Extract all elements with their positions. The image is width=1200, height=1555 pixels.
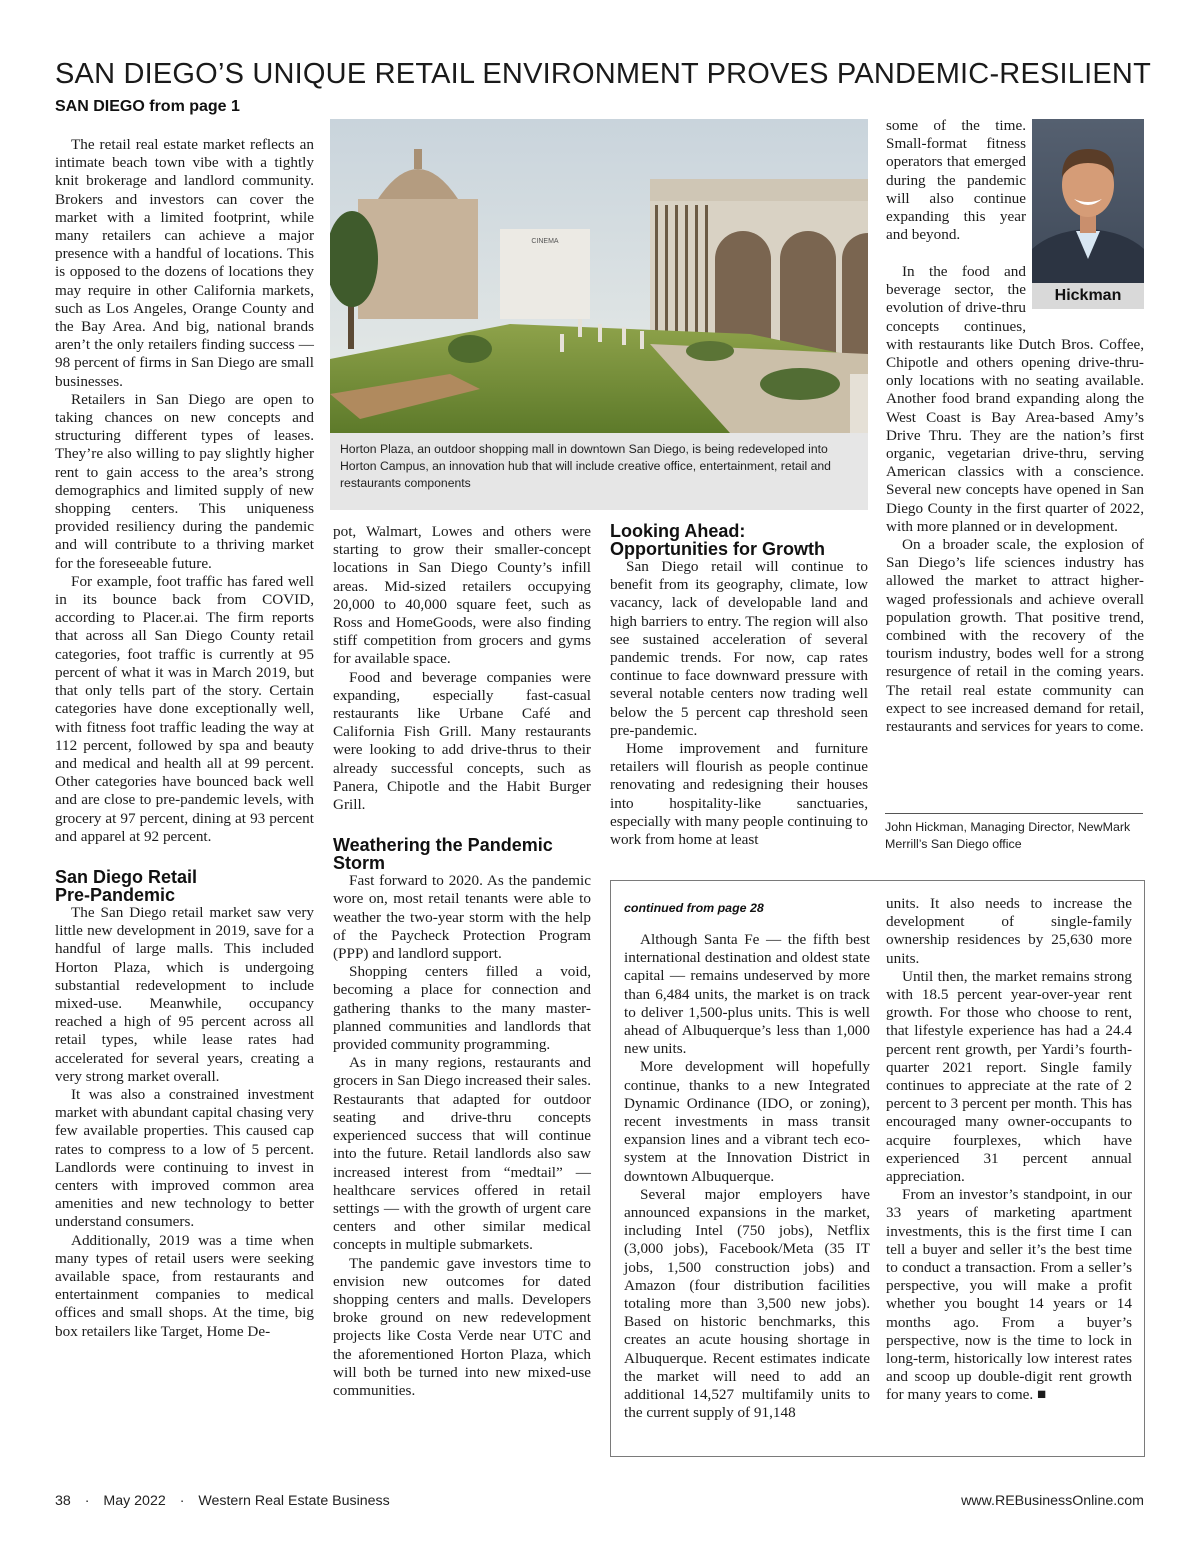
column-4 <box>886 263 1144 736</box>
paragraph: Additionally, 2019 was a time when many types of retail users were seeking available space, from restaurants and entertainment companies to medical offices and small shops. At the time, big box retailers like Target, Home De- <box>55 1231 314 1340</box>
paragraph: Shopping centers filled a void, becoming a place for connection and gathering thanks to the many master-planned communities and landlords that provided community programming. <box>333 963 591 1054</box>
paragraph: It was also a constrained investment market with abundant capital chasing very few available properties. This caused cap rates to compress to a low of 5 percent. Landlords were continuing to invest in centers with improved common area amenities and new technology to better understand consumers. <box>55 1085 314 1231</box>
section-heading: Looking Ahead: Opportunities for Growth <box>610 521 825 559</box>
paragraph <box>886 1186 1132 1404</box>
paragraph: Until then, the market remains strong with 18.5 percent year-over-year rent growth. For those who choose to rent, that lifestyle experience has had a 24.4 percent rent growth, per Yardi’s fourth-quarter 2021 report. Single family continues to appreciate at the rate of 2 percent to 3 percent per month. This has encouraged many owner-occupants to acquire fourplexes, which have experienced 31 percent annual appreciation. <box>886 967 1132 1186</box>
paragraph: pot, Walmart, Lowes and others were starting to grow their smaller-concept locations in San Diego County’s infill areas. Mid-sized retailers occupying 20,000 to 40,000 square feet, such as Ross and HomeGoods, were also finding stiff competition from grocers and gyms for available space. <box>333 523 591 668</box>
paragraph: The pandemic gave investors time to envision new outcomes for dated shopping centers and malls. Developers broke ground on new redevelopment projects like Costa Verde near UTC and the aforementioned Horton Plaza, which will both be turned into new mixed-use communities. <box>333 1254 591 1399</box>
cinema-sign: CINEMA <box>531 238 559 245</box>
paragraph-text: From an investor’s standpoint, in our 33 years of marketing apartment investments, this is the first time I can tell a buyer and seller it’s the best time to conduct a transaction. From a seller’s perspective, you will make a profit whether you bought 14 years or 14 months ago. From a buyer’s perspective, now is the time to lock in long-term, historically low interest rates and scoop up double-digit rent growth for many years to come. <box>886 1186 1132 1404</box>
sidebar-column-right <box>886 895 1132 1405</box>
paragraph: Fast forward to 2020. As the pandemic wore on, most retail tenants were able to weather the two-year storm with the help of the Paycheck Protection Program (PPP) and landlord support. <box>333 872 591 963</box>
paragraph: Although Santa Fe — the fifth best international destination and oldest state capital — remains undeserved by more than 6,484 units, the market is on track to deliver 1,500-plus units. This is well ahead of Albuquerque’s less than 1,000 new units. <box>624 931 870 1058</box>
column-4-top <box>886 117 1026 244</box>
page-number: 38 <box>55 1493 71 1509</box>
column-1 <box>55 136 314 1341</box>
paragraph: The San Diego retail market saw very little new development in 2019, save for a handful of large malls. This included Horton Plaza, which is undergoing substantial redevelopment to include mixed-use. Meanwhile, occupancy reached a high of 95 percent across all retail types, while lease rates had accelerated for several years, creating a very strong market overall. <box>55 903 314 1085</box>
section-heading: Weathering the Pandemic Storm <box>333 835 553 874</box>
photo-caption: Horton Plaza, an outdoor shopping mall in downtown San Diego, is being redeveloped into Horton Campus, an innovation hub that will include creative office, entertainment, retail and restaurants components <box>330 433 868 510</box>
paragraph: Retailers in San Diego are open to taking chances on new concepts and structuring different types of leases. They’re also willing to pay slightly higher rent to gain access to the area’s strong demographics and limited supply of new shopping centers. This uniqueness provided resiliency during the pandemic and will contribute to a thriving market for the foreseeable future. <box>55 390 314 572</box>
continued-article-box <box>610 880 1145 1457</box>
headshot-label: Hickman <box>1032 283 1144 309</box>
portrait-illustration <box>1032 119 1144 283</box>
author-bio: John Hickman, Managing Director, NewMark Merrill’s San Diego office <box>885 820 1131 851</box>
photo-illustration <box>330 119 868 433</box>
continued-label: continued from page 28 <box>624 901 764 915</box>
paragraph: The retail real estate market reflects an intimate beach town vibe with a tightly knit brokerage and landlord community. Brokers and investors can cover the market with a limited footprint, while many retailers can achieve a major presence with a handful of locations. This is opposed to the dozens of locations they may require in other California markets, such as Los Angeles, Orange County and the Bay Area. And big, national brands aren’t the only retailers finding success — 98 percent of firms in San Diego are small businesses. <box>55 136 314 390</box>
footer-separator: · <box>179 1493 185 1509</box>
paragraph: Home improvement and furniture retailers will flourish as people continue renovating and redesigning their houses into hospitality-like sanctuaries, especially with many people continuing to work from home at least <box>610 740 868 849</box>
end-mark: ■ <box>1036 1386 1047 1404</box>
paragraph: More development will hopefully continue, thanks to a new Integrated Dynamic Ordinance (IDO, or zoning), recent investments in mass transit expansion lines and a vibrant tech eco-system at the Innovation District in downtown Albuquerque. <box>624 1058 870 1185</box>
publication-name: Western Real Estate Business <box>198 1493 390 1509</box>
footer-website[interactable]: www.REBusinessOnline.com <box>961 1493 1144 1509</box>
footer-left <box>55 1493 390 1509</box>
section-heading: San Diego Retail Pre-Pandemic <box>55 866 198 905</box>
paragraph: Several major employers have announced expansions in the market, including Intel (750 jobs), Netflix (3,000 jobs), Facebook/Meta (35 IT jobs, 1,500 construction jobs) and Amazon (four distribution facilities totaling more than 3,500 new jobs). Based on historic benchmarks, this creates an acute housing shortage in Albuquerque. Recent estimates indicate the market will need to add an additional 14,527 multifamily units to the current supply of 91,148 <box>624 1185 870 1422</box>
paragraph: some of the time. Small-format fitness operators that emerged during the pandemic will also continue expanding this year and beyond. <box>886 117 1026 244</box>
bio-divider <box>885 813 1143 814</box>
sidebar-column-left <box>624 899 870 1422</box>
paragraph: San Diego retail will continue to benefit from its geography, climate, low vacancy, lack of developable land and high barriers to entry. The region will also see sustained acceleration of several pandemic trends. For now, cap rates continue to face downward pressure with several notable centers now trading well below the 5 percent cap threshold seen pre-pandemic. <box>610 558 868 739</box>
column-2 <box>333 523 591 1400</box>
paragraph: On a broader scale, the explosion of San Diego’s life sciences industry has allowed the market to attract higher-waged professionals and achieve overall population growth. That positive trend, combined with the recovery of the tourism industry, bodes well for a strong resurgence of retail in the coming years. The retail real estate community can expect to see increased demand for retail, restaurants and services for years to come. <box>886 536 1144 736</box>
paragraph: In the food and beverage sector, the evolution of drive-thru concepts continues, with restaurants like Dutch Bros. Coffee, Chipotle and others opening drive-thru-only locations with no seating available. Another food brand expanding along the West Coast is Bay Area-based Amy’s Drive Thru. They are the nation’s first organic, vegetarian drive-thru, serving American classics with a conscience. Several new concepts have opened in San Diego County in the first quarter of 2022, with more planned or in development. <box>886 263 1144 535</box>
paragraph: Food and beverage companies were expanding, especially fast-casual restaurants like Urbane Café and California Fish Grill. Many restaurants were looking to add drive-thrus to their already successful concepts, such as Panera, Chipotle and the Habit Burger Grill. <box>333 668 591 814</box>
paragraph: For example, foot traffic has fared well in its bounce back from COVID, according to Placer.ai. The firm reports that across all San Diego County retail categories, foot traffic is currently at 95 percent of what it was in March 2019, but that only tells part of the story. Certain categories have done exceptionally well, with fitness foot traffic leading the way at 112 percent, followed by spa and beauty and medical and health all at 99 percent. Other categories have bounced back well and are close to pre-pandemic levels, with grocery at 97 percent, dining at 93 percent and apparel at 92 percent. <box>55 572 314 845</box>
paragraph: units. It also needs to increase the development of single-family ownership residences by 25,630 more units. <box>886 895 1132 967</box>
footer-separator: · <box>84 1493 90 1509</box>
column-3 <box>610 522 868 849</box>
issue-date: May 2022 <box>103 1493 166 1509</box>
horton-plaza-photo <box>330 119 868 433</box>
jump-line: SAN DIEGO from page 1 <box>55 98 240 115</box>
page-headline: SAN DIEGO’S UNIQUE RETAIL ENVIRONMENT PROVES PANDEMIC-RESILIENT <box>55 58 1151 90</box>
paragraph: As in many regions, restaurants and grocers in San Diego increased their sales. Restaurants that adapted for outdoor seating and drive-thru concepts experienced success that will continue into the future. Retail landlords also saw increased interest from “medtail” — healthcare services offered in retail settings — with the growth of urgent care centers and other similar medical concepts in multiple submarkets. <box>333 1054 591 1254</box>
